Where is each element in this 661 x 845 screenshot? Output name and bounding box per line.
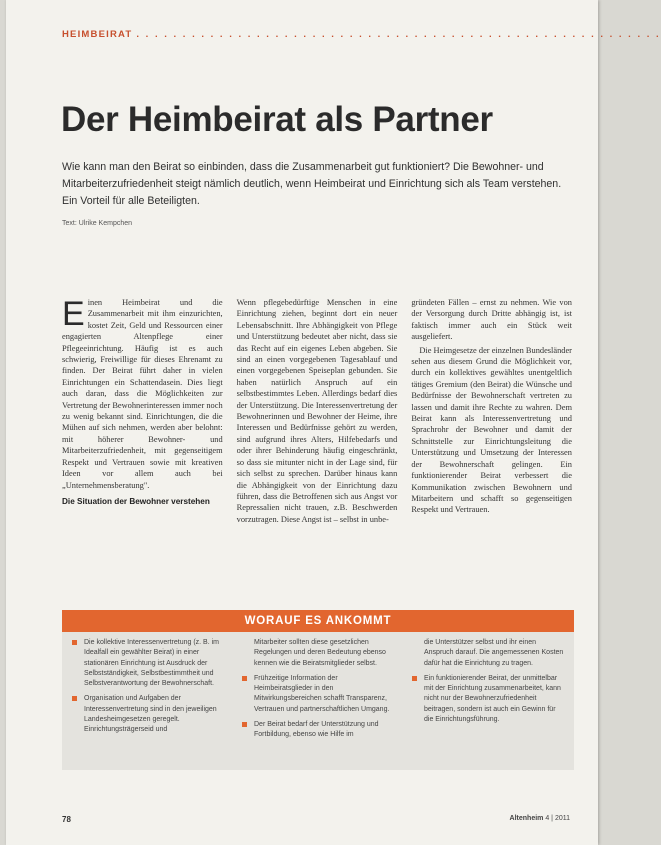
issue-number: 4 | 2011: [545, 815, 570, 822]
list-item-text: Der Beirat bedarf der Unterstützung und Fortbildung, ebenso wie Hilfe im: [254, 721, 379, 739]
list-item-continued: [412, 638, 566, 669]
list-item: [242, 720, 396, 741]
list-item-continued: [242, 638, 396, 669]
article-lead: Wie kann man den Beirat so einbinden, dass die Zusammenarbeit gut funktioniert? Die Bewohner- und Mitarbeiterzufriedenheit steigt nämlich deutlich, wenn Heimbeirat und Einrichtung sich als Team verstehen. Ein Vorteil für alle Beteiligten.: [62, 161, 562, 207]
page-number: 78: [62, 815, 71, 824]
list-item: [72, 694, 226, 735]
bullet-icon: [72, 696, 77, 701]
article-byline: Text: Ulrike Kempchen: [62, 220, 133, 227]
list-item-text: Frühzeitige Information der Heimbeiratsglieder in den Mitwirkungsbereichen schafft Transparenz, Vertrauen und partnerschaftlichen Umgang.: [254, 674, 390, 713]
section-dots: . . . . . . . . . . . . . . . . . . . . . . . . . . . . . . . . . . . . . . . . . . . . . . . . . . . . . . . . .: [136, 29, 661, 40]
magazine-page: [6, 0, 661, 845]
article-title: Der Heimbeirat als Partner: [61, 100, 493, 139]
section-name: HEIMBEIRAT: [62, 29, 133, 40]
drop-cap: E: [62, 295, 85, 333]
paragraph-2: Wenn pflegebedürftige Menschen in eine Einrichtung ziehen, beginnt dort ein neuer Lebensabschnitt. Ihre Abhängigkeit von Pflege und Unterstützung bedeutet aber nicht, dass sie das Recht auf ein eigenes Leben abgeben. Sie sind an einen vorgegebenen Tagesablauf und einen vorgegebenen Speiseplan gebunden. Sie haben natürlich Anspruch auf ein selbstbestimmtes Leben. Allerdings bedarf dies der Unterstützung. Die Interessenvertretung der Bewohnerinnen und Bewohner der Heime, ihre Interessen und Bedürfnisse gehört zu werden, sind aufgrund ihres Alters, Hilfebedarfs und oder ihrer Behinderung häufig eingeschränkt, so dass sie mitunter nicht in der Lage sind, für sich selbst zu sprechen. Darüber hinaus kann die Abhängigkeit von der Einrichtung dazu führen, dass die Betroffenen sich aus Angst vor Repressalien nicht trauen, z.B. Beschwerden vorzutragen. Diese Angst ist – selbst in unbe-: [236, 298, 398, 524]
section-label: [62, 29, 661, 40]
paragraph-1-text: inen Heimbeirat und die Zusammenarbeit mit ihm einzurichten, kostet Zeit, Geld und Ressourcen einer engagierten Altenpflege einer Pflegeeinrichtung. Häufig ist es auch schwierig, Freiwillige für dieses Ehrenamt zu finden. Der Beirat führt daher in vielen Einrichtungen ein Schattendasein. Dies liegt auch daran, dass die Möglichkeiten zur Vertretung der Bewohnerinteressen immer noch zu wenig bekannt sind. Einrichtungen, die die Mühen auf sich nehmen, werden aber belohnt: mit höherer Bewohner- und Mitarbeiterzufriedenheit, mit gegenseitigem Respekt und Vertrauen sowie mit kreativen Ideen vor allem auch bei „Unternehmensberatung".: [62, 298, 223, 490]
list-item: [242, 674, 396, 715]
list-item-text: Organisation und Aufgaben der Interessenvertretung sind in den jeweiligen Landesheimgesetzen geregelt. Einrichtungsträgerseid und: [84, 695, 217, 734]
magazine-name: Altenheim: [509, 815, 544, 822]
paragraph-4: Die Heimgesetze der einzelnen Bundesländer sehen aus diesem Grund die Möglichkeit vor, durch ein kollektives gewähltes unentgeltlich tätiges Gremium (den Beirat) die Wünsche und Bedürfnisse der Bewohnerschaft vertreten zu lassen und damit ihre Rechte zu wahren. Dem Beirat kann als Interessenvertretung und Sprachrohr der Bewohner und damit der Schnittstelle zur Einrichtungsleitung die Unterstützung und Umsetzung der Interessen der Bewohnerschaft gelingen. Ein funktionierender Beirat verbessert die Kommunikation zwischen Bewohnern und Mitarbeitern und schafft so gegenseitigen Respekt und Vertrauen.: [411, 345, 572, 515]
info-box-column-3: [412, 638, 566, 764]
list-item-text: Ein funktionierender Beirat, der unmittelbar mit der Einrichtung zusammenarbeitet, kann nicht nur der Bewohnerzufriedenheit beitragen, sondern ist auch ein Gewinn für die Einrichtungsführung.: [424, 674, 561, 724]
paragraph-1: [62, 297, 223, 491]
list-item-text: Mitarbeiter sollten diese gesetzlichen Regelungen und deren Bedeutung ebenso kennen wie die Beiratsmitglieder selbst.: [254, 639, 386, 667]
info-box-column-2: [242, 638, 396, 764]
list-item-text: Die kollektive Interessenvertretung (z. B. im Idealfall ein gewählter Beirat) in einer stationären Einrichtung ist Ausdruck der Selbstständigkeit, Selbstbestimmtheit und Selbstverantwortung der Bewohnerschaft.: [84, 639, 219, 688]
info-box-heading: WORAUF ES ANKOMMT: [62, 610, 574, 632]
info-box-columns: [72, 638, 566, 764]
bullet-icon: [72, 640, 77, 645]
bullet-icon: [412, 676, 417, 681]
info-box-column-1: [72, 638, 226, 764]
bullet-icon: [242, 722, 247, 727]
list-item-text: die Unterstützer selbst und ihr einen Anspruch darauf. Die angemessenen Kosten dafür hat die Einrichtung zu tragen.: [424, 639, 564, 667]
list-item: [412, 674, 566, 725]
paragraph-3: gründeten Fällen – ernst zu nehmen. Wie von der Versorgung durch Dritte abhängig ist, ist faktisch immer auch ein Stück weit ausgeliefert.: [411, 298, 572, 342]
bullet-icon: [242, 676, 247, 681]
info-box: [62, 610, 574, 770]
footer-magazine: [510, 815, 570, 822]
article-body: [62, 297, 572, 567]
subheading: Die Situation der Bewohner verstehen: [62, 496, 210, 506]
list-item: [72, 638, 226, 689]
